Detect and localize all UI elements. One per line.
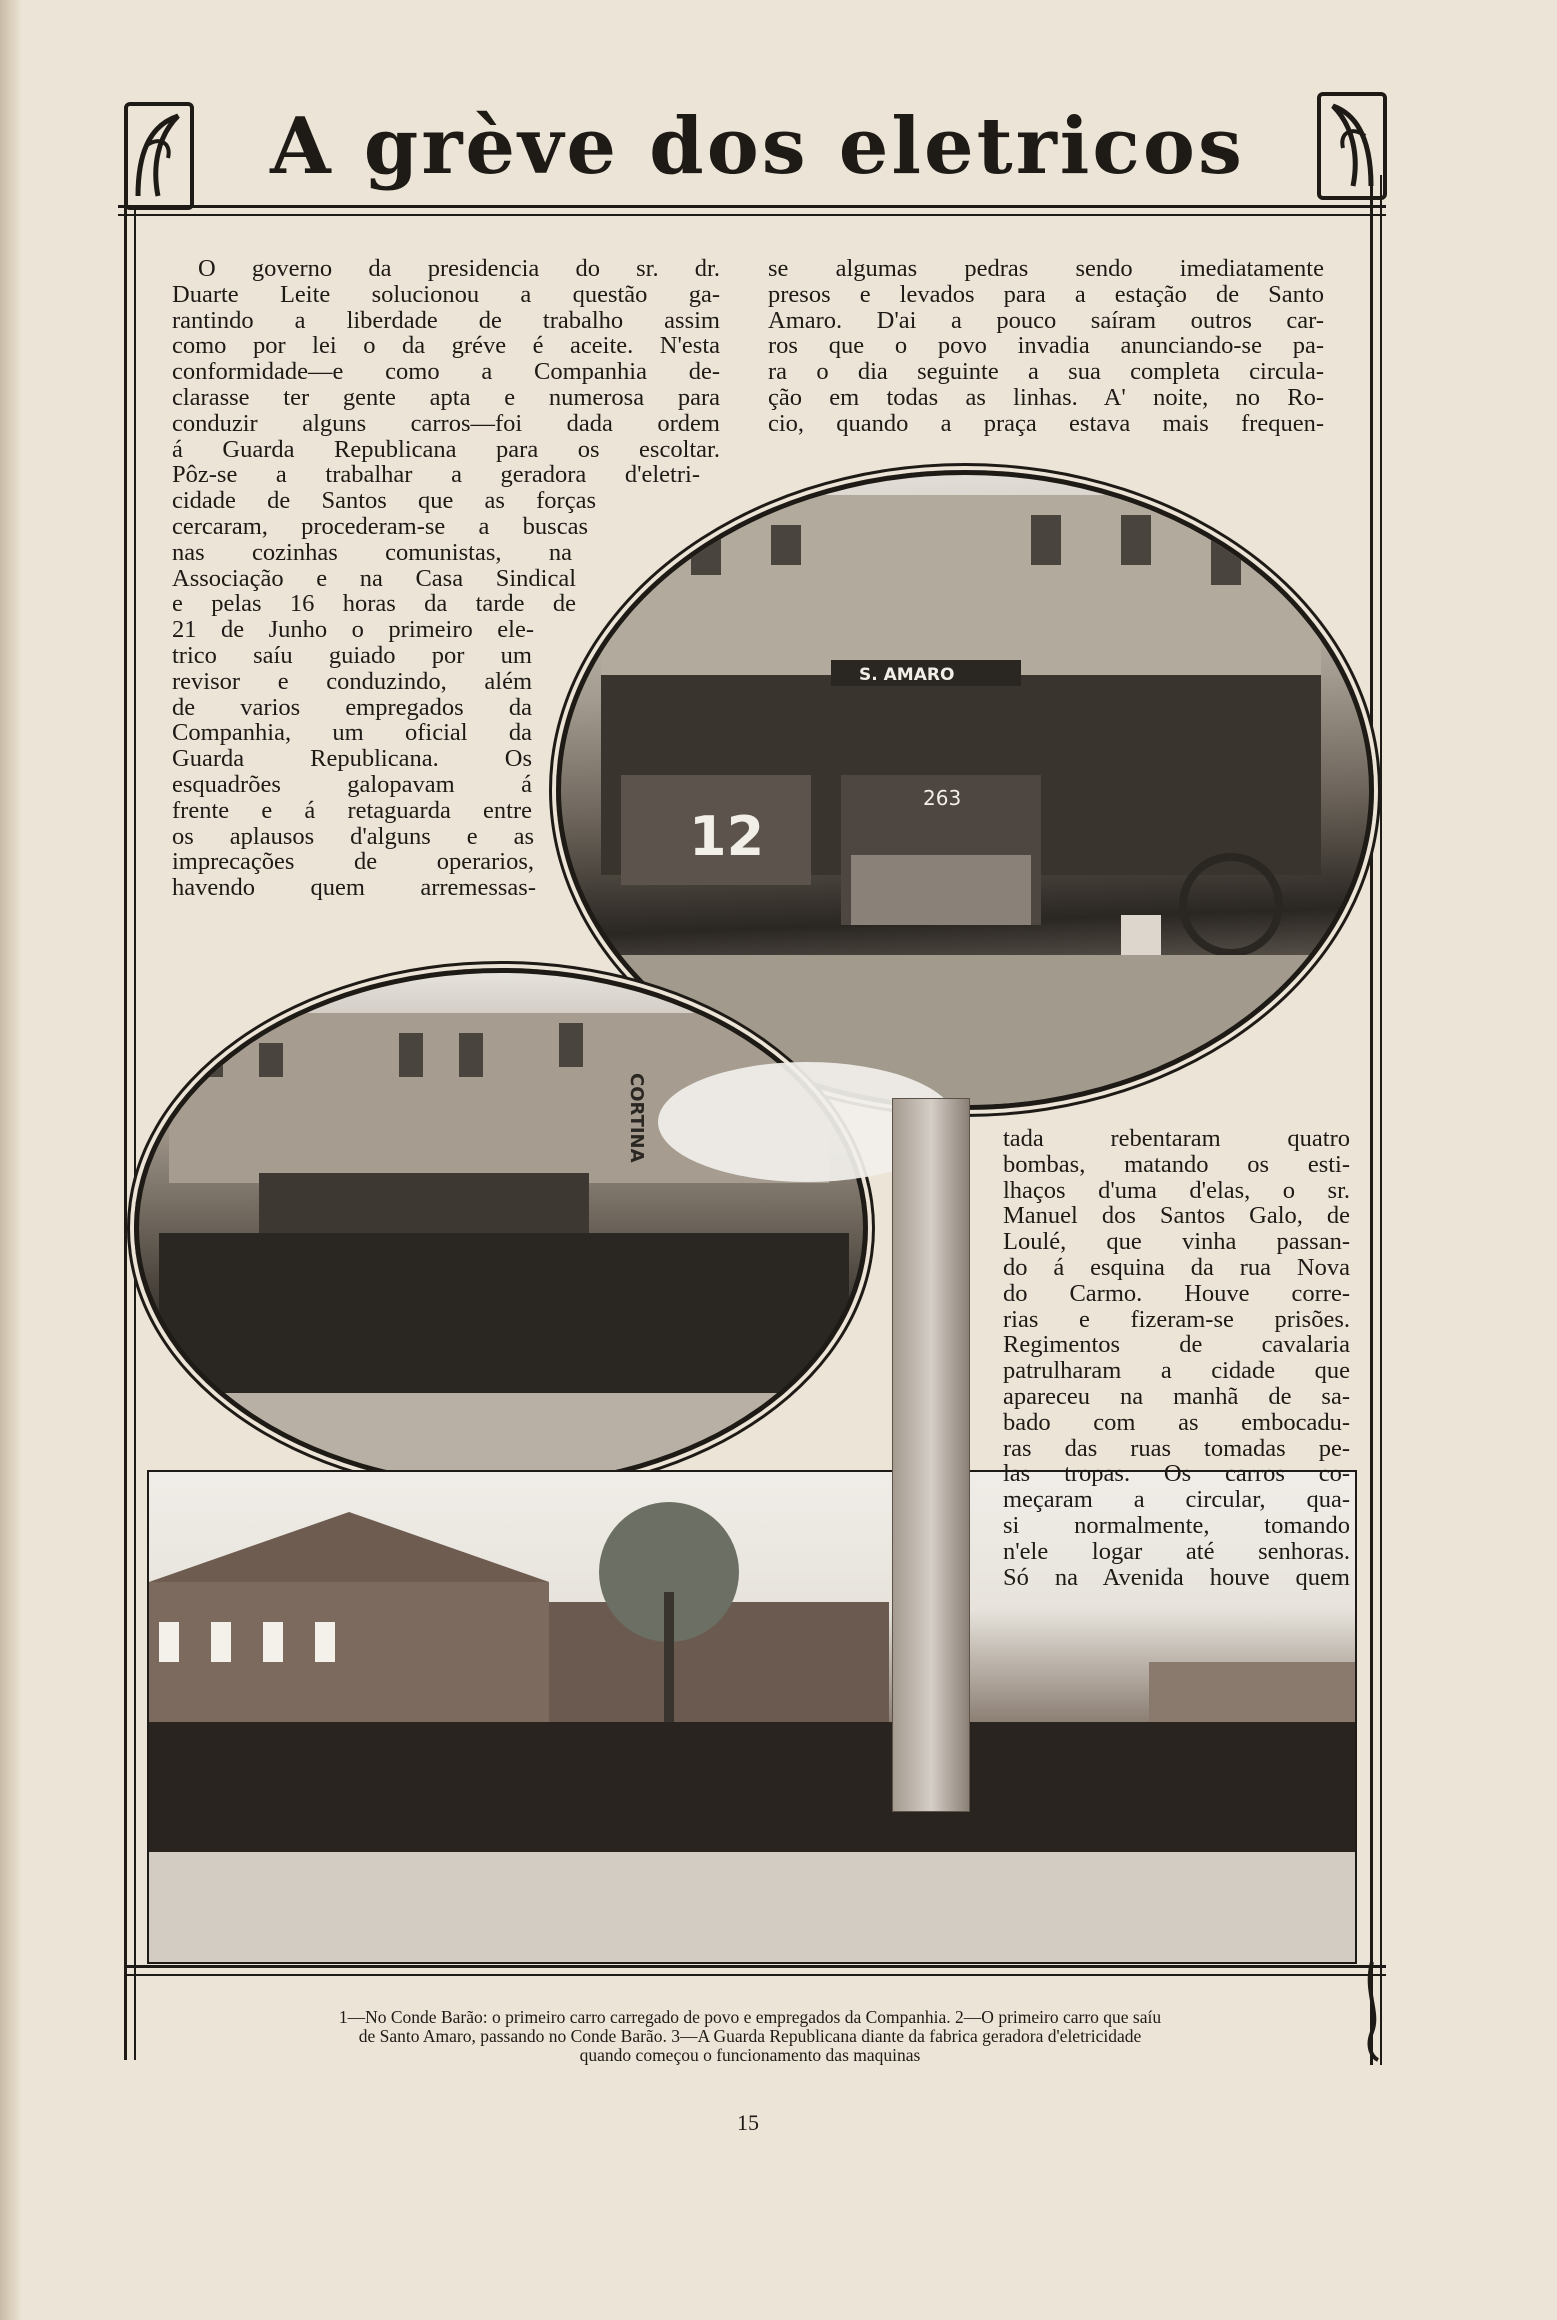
article-line: os aplausos d'alguns e as xyxy=(172,822,534,850)
photo-caption xyxy=(150,2008,1350,2065)
article-line: bado com as embocadu- xyxy=(1003,1408,1350,1436)
article-line: do á esquina da rua Nova xyxy=(1003,1253,1350,1281)
factory-chimney xyxy=(892,1098,970,1812)
article-line: Duarte Leite solucionou a questão ga- xyxy=(172,280,720,308)
frame-left-rule xyxy=(124,205,136,2060)
page-number: 15 xyxy=(737,2110,759,2135)
article-line: 21 de Junho o primeiro ele- xyxy=(172,616,534,644)
article-line: meçaram a circular, qua- xyxy=(1003,1486,1350,1514)
caption-line: 1—No Conde Barão: o primeiro carro carregado de povo e empregados da Companhia. 2—O primeiro carro que saíu xyxy=(338,2007,1162,2027)
frame-top-rule xyxy=(118,205,1386,216)
article-line: Amaro. D'ai a pouco saíram outros car- xyxy=(768,306,1324,334)
article-line: clarasse ter gente apta e numerosa para xyxy=(172,383,720,411)
article-line: conduzir alguns carros—foi dada ordem xyxy=(172,409,720,437)
article-line: trico saíu guiado por um xyxy=(172,641,532,669)
article-line: imprecações de operarios, xyxy=(172,848,534,876)
article-line: se algumas pedras sendo imediatamente xyxy=(768,255,1324,282)
article-line: e pelas 16 horas da tarde de xyxy=(172,590,576,618)
article-column-right xyxy=(768,256,1324,437)
tram-number-label: 12 xyxy=(689,805,765,868)
article-line: Associação e na Casa Sindical xyxy=(172,564,576,592)
article-line: Guarda Republicana. Os xyxy=(172,745,532,773)
article-line: como por lei o da gréve é aceite. N'esta xyxy=(172,332,720,360)
article-line: ras das ruas tomadas pe- xyxy=(1003,1434,1350,1462)
tram-car-number: 263 xyxy=(923,786,962,810)
article-line: lhaços d'uma d'elas, o sr. xyxy=(1003,1176,1350,1204)
article-line: ros que o povo invadia anunciando-se pa- xyxy=(768,332,1324,360)
article-line: Só na Avenida houve quem xyxy=(1003,1563,1350,1591)
article-line: Companhia, um oficial da xyxy=(172,719,532,747)
article-line: de varios empregados da xyxy=(172,693,532,721)
corner-ornament-left xyxy=(124,102,194,210)
article-line: rias e fizeram-se prisões. xyxy=(1003,1305,1350,1333)
article-line: conformidade—e como a Companhia de- xyxy=(172,358,720,386)
page-edge xyxy=(0,0,22,2320)
article-line: Manuel dos Santos Galo, de xyxy=(1003,1202,1350,1230)
scroll-ornament-icon xyxy=(1362,1962,1382,2062)
article-line: O governo da presidencia do sr. dr. xyxy=(198,255,720,282)
shop-sign: CORTINA xyxy=(626,1073,647,1163)
frame-right-rule xyxy=(1370,175,1382,2065)
frame-bottom-rule xyxy=(124,1965,1386,1976)
article-line: apareceu na manhã de sa- xyxy=(1003,1382,1350,1410)
article-line: tada rebentaram quatro xyxy=(1003,1125,1350,1152)
article-line: Regimentos de cavalaria xyxy=(1003,1331,1350,1359)
article-line: nas cozinhas comunistas, na xyxy=(172,538,572,566)
frame-bottom-ornament xyxy=(1362,1962,1382,2062)
article-line: presos e levados para a estação de Santo xyxy=(768,280,1324,308)
article-line: revisor e conduzindo, além xyxy=(172,667,532,695)
article-line: cercaram, procederam-se a buscas xyxy=(172,512,588,540)
article-line: patrulharam a cidade que xyxy=(1003,1357,1350,1385)
article-line: ra o dia seguinte a sua completa circula- xyxy=(768,358,1324,386)
article-line: á Guarda Republicana para os escoltar. xyxy=(172,435,720,463)
article-line: havendo quem arremessas- xyxy=(172,874,536,902)
caption-line: de Santo Amaro, passando no Conde Barão. 3—A Guarda Republicana diante da fabrica geradora d'eletricidade xyxy=(358,2026,1142,2046)
article-line: bombas, matando os esti- xyxy=(1003,1150,1350,1178)
article-line: esquadrões galopavam á xyxy=(172,770,532,798)
article-line: si normalmente, tomando xyxy=(1003,1511,1350,1539)
page-title: A grève dos eletricos xyxy=(270,101,1245,192)
article-line: do Carmo. Houve corre- xyxy=(1003,1279,1350,1307)
photo-crowd-scene xyxy=(139,973,863,1483)
article-line: rantindo a liberdade de trabalho assim xyxy=(172,306,720,334)
article-line: las tropas. Os carros co- xyxy=(1003,1460,1350,1488)
article-line: cio, quando a praça estava mais frequen- xyxy=(768,409,1324,437)
article-line: ção em todas as linhas. A' noite, no Ro- xyxy=(768,383,1324,411)
article-line: Loulé, que vinha passan- xyxy=(1003,1228,1350,1256)
tram-destination-sign: S. AMARO xyxy=(859,665,955,685)
photo-first-tram-santo-amaro xyxy=(134,968,868,1488)
caption-line: quando começou o funcionamento das maquinas xyxy=(579,2045,921,2065)
article-line: cidade de Santos que as forças xyxy=(172,487,596,515)
article-line: frente e á retaguarda entre xyxy=(172,796,532,824)
article-line: Pôz-se a trabalhar a geradora d'eletri- xyxy=(172,461,700,489)
floral-ornament-icon xyxy=(128,106,190,206)
article-line: n'ele logar até senhoras. xyxy=(1003,1537,1350,1565)
article-column-bottom xyxy=(1003,1126,1350,1590)
